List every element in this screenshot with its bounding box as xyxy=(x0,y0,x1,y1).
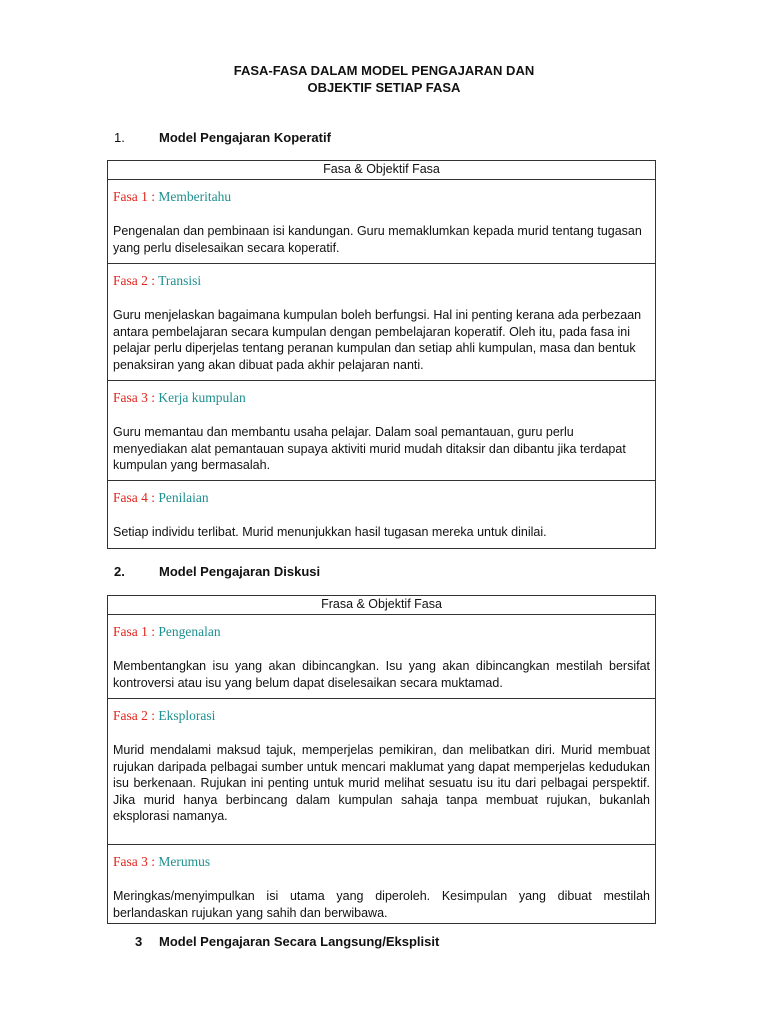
phase-description: Guru menjelaskan bagaimana kumpulan boleh berfungsi. Hal ini penting kerana ada perbezaan antara pembelajaran secara kumpulan dengan pembelajaran koperatif. Oleh itu, pada fasa ini pelajar perlu diperjelas tentang peranan kumpulan dan setiap ahli kumpulan, masa dan bentuk penaksiran yang akan dibuat pada akhir pelajaran nanti. xyxy=(113,308,642,372)
section-title: Model Pengajaran Secara Langsung/Eksplisit xyxy=(159,934,440,949)
phase-table-diskusi xyxy=(107,595,656,924)
phase-name: Pengenalan xyxy=(158,624,221,639)
phase-cell xyxy=(108,845,656,924)
phase-title xyxy=(113,623,650,641)
table-row xyxy=(108,699,656,845)
table-row xyxy=(108,615,656,699)
table-row xyxy=(108,381,656,481)
title-line-1: FASA-FASA DALAM MODEL PENGAJARAN DAN xyxy=(233,63,535,78)
table-header-row xyxy=(108,596,656,615)
section-number: 3 xyxy=(135,934,143,949)
phase-cell xyxy=(108,264,656,381)
phase-table-koperatif xyxy=(107,160,656,549)
phase-label: Fasa 2 : xyxy=(113,708,155,723)
phase-label: Fasa 3 : xyxy=(113,854,155,869)
phase-label: Fasa 4 : xyxy=(113,490,155,505)
phase-title xyxy=(113,272,650,290)
section-title: Model Pengajaran Diskusi xyxy=(159,564,321,579)
phase-title xyxy=(113,853,650,871)
table-row xyxy=(108,481,656,549)
phase-cell xyxy=(108,699,656,845)
phase-name: Kerja kumpulan xyxy=(158,390,246,405)
phase-label: Fasa 2 : xyxy=(113,273,155,288)
phase-name: Eksplorasi xyxy=(158,708,216,723)
table-row xyxy=(108,180,656,264)
table-header: Frasa & Objektif Fasa xyxy=(108,596,656,615)
section-number: 2. xyxy=(114,564,125,579)
phase-name: Transisi xyxy=(158,273,202,288)
phase-description: Murid mendalami maksud tajuk, memperjelas pemikiran, dan melibatkan diri. Murid membuat rujukan daripada pelbagai sumber untuk mencari maklumat yang dapat memperjelas kedudukan isu berkenaan. Rujukan ini penting untuk murid melihat sesuatu isu itu dari pelbagai perspektif. Jika murid hanya berbincang dalam kumpulan sahaja tanpa membuat rujukan, bukanlah eksplorasi namanya. xyxy=(113,743,650,823)
section-number: 1. xyxy=(114,130,125,145)
table-row xyxy=(108,845,656,924)
phase-title xyxy=(113,389,650,407)
phase-name: Penilaian xyxy=(158,490,209,505)
phase-cell xyxy=(108,180,656,264)
phase-cell xyxy=(108,381,656,481)
phase-description: Membentangkan isu yang akan dibincangkan. Isu yang akan dibincangkan mestilah bersifat kontroversi atau isu yang belum dapat diselesaikan secara muktamad. xyxy=(113,659,650,690)
phase-description: Pengenalan dan pembinaan isi kandungan. Guru memaklumkan kepada murid tentang tugasan yang perlu diselesaikan secara koperatif. xyxy=(113,224,642,255)
phase-title xyxy=(113,707,650,725)
title-line-2: OBJEKTIF SETIAP FASA xyxy=(307,80,461,95)
phase-cell xyxy=(108,481,656,549)
phase-description: Meringkas/menyimpulkan isi utama yang diperoleh. Kesimpulan yang dibuat mestilah berlandaskan rujukan yang sahih dan berwibawa. xyxy=(113,889,650,920)
section-title: Model Pengajaran Koperatif xyxy=(159,130,331,145)
phase-label: Fasa 1 : xyxy=(113,624,155,639)
phase-title xyxy=(113,188,650,206)
phase-name: Merumus xyxy=(158,854,211,869)
phase-name: Memberitahu xyxy=(158,189,232,204)
table-row xyxy=(108,264,656,381)
table-header: Fasa & Objektif Fasa xyxy=(108,161,656,180)
phase-label: Fasa 3 : xyxy=(113,390,155,405)
phase-label: Fasa 1 : xyxy=(113,189,155,204)
table-header-row xyxy=(108,161,656,180)
phase-description: Setiap individu terlibat. Murid menunjukkan hasil tugasan mereka untuk dinilai. xyxy=(113,525,547,539)
phase-title xyxy=(113,489,650,507)
phase-cell xyxy=(108,615,656,699)
phase-description: Guru memantau dan membantu usaha pelajar. Dalam soal pemantauan, guru perlu menyediakan alat pemantauan supaya aktiviti murid mudah ditaksir dan dibantu jika terdapat kumpulan yang bermasalah. xyxy=(113,425,626,472)
